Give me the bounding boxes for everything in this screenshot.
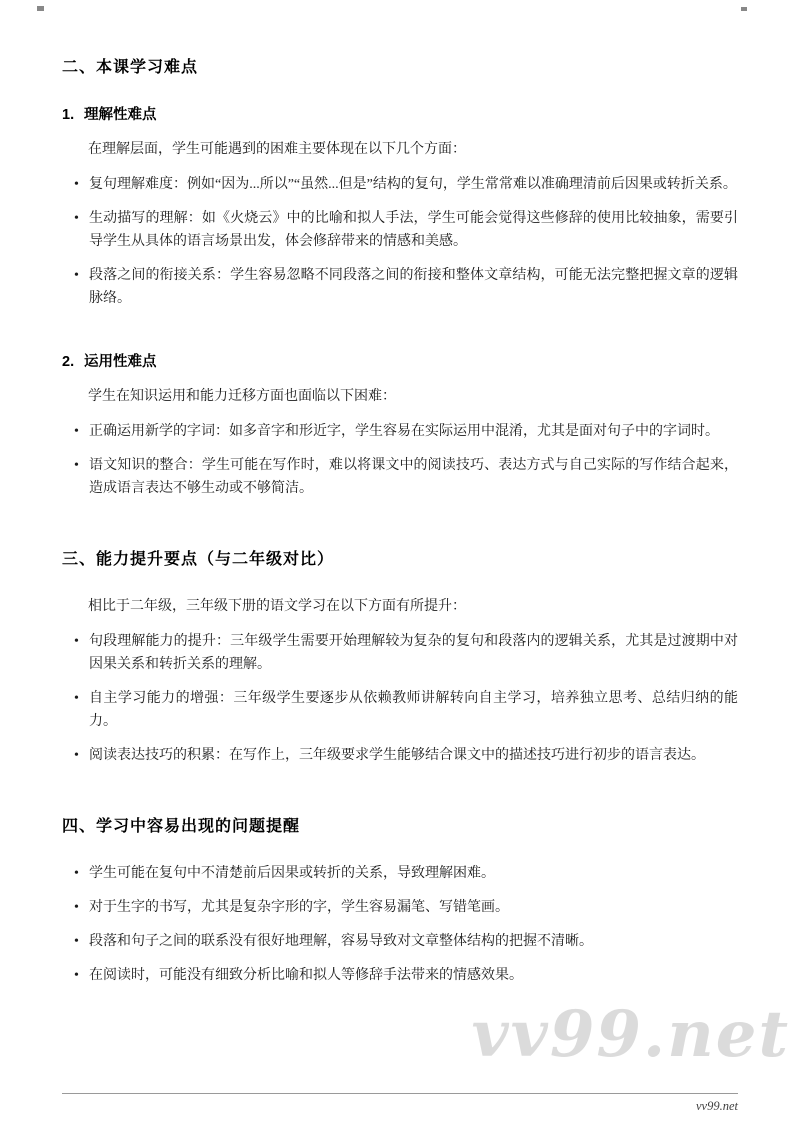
bullet-marker: • <box>74 748 79 763</box>
bullet-text: 正确运用新学的字词：如多音字和形近字，学生容易在实际运用中混淆，尤其是面对句子中的字词时。 <box>89 424 719 439</box>
list-item <box>74 687 738 733</box>
bullet-text: 句段理解能力的提升：三年级学生需要开始理解较为复杂的复句和段落内的逻辑关系，尤其是过渡期中对因果关系和转折关系的理解。 <box>89 634 738 672</box>
list-item <box>74 420 738 443</box>
paragraph: 在理解层面，学生可能遇到的困难主要体现在以下几个方面： <box>88 142 466 157</box>
section-common-problems <box>62 813 738 987</box>
subsection-heading <box>62 350 738 371</box>
list-item <box>74 630 738 676</box>
bullet-text: 语文知识的整合：学生可能在写作时，难以将课文中的阅读技巧、表达方式与自己实际的写作结合起来，造成语言表达不够生动或不够简洁。 <box>89 458 738 496</box>
scan-artifact-top-left <box>37 6 44 11</box>
page-footer <box>62 1093 738 1114</box>
section-ability-improvement <box>62 546 738 767</box>
list-item <box>74 964 738 987</box>
bullet-text: 段落和句子之间的联系没有很好地理解，容易导致对文章整体结构的把握不清晰。 <box>89 934 593 949</box>
list-item <box>74 862 738 885</box>
scan-artifact-top-right <box>741 7 747 11</box>
bullet-marker: • <box>74 900 79 915</box>
bullet-text: 学生可能在复句中不清楚前后因果或转折的关系，导致理解困难。 <box>89 866 495 881</box>
list-item <box>74 454 738 500</box>
subsection-heading <box>62 103 738 124</box>
bullet-text: 对于生字的书写，尤其是复杂字形的字，学生容易漏笔、写错笔画。 <box>89 900 509 915</box>
watermark: vv99.net <box>471 997 790 1072</box>
bullet-text: 段落之间的衔接关系：学生容易忽略不同段落之间的衔接和整体文章结构，可能无法完整把握文章的逻辑脉络。 <box>89 268 738 306</box>
bullet-marker: • <box>74 866 79 881</box>
section-heading: 三、能力提升要点（与二年级对比） <box>62 551 335 568</box>
subsection-number: 2. <box>62 354 75 370</box>
section-heading: 二、本课学习难点 <box>62 59 199 76</box>
bullet-marker: • <box>74 424 79 439</box>
list-item <box>74 930 738 953</box>
bullet-marker: • <box>74 968 79 983</box>
bullet-text: 在阅读时，可能没有细致分析比喻和拟人等修辞手法带来的情感效果。 <box>89 968 523 983</box>
paragraph: 相比于二年级，三年级下册的语文学习在以下方面有所提升： <box>88 599 466 614</box>
bullet-marker: • <box>74 934 79 949</box>
bullet-marker: • <box>74 177 79 192</box>
bullet-text: 复句理解难度：例如“因为...所以”“虽然...但是”结构的复句，学生常常难以准确理清前后因果或转折关系。 <box>89 177 737 192</box>
bullet-marker: • <box>74 634 79 649</box>
list-item <box>74 264 738 310</box>
list-item <box>74 896 738 919</box>
bullet-marker: • <box>74 268 79 283</box>
bullet-marker: • <box>74 458 79 473</box>
list-item <box>74 207 738 253</box>
subsection-title: 运用性难点 <box>84 354 157 370</box>
bullet-text: 生动描写的理解：如《火烧云》中的比喻和拟人手法，学生可能会觉得这些修辞的使用比较抽象，需要引导学生从具体的语言场景出发，体会修辞带来的情感和美感。 <box>89 211 738 249</box>
section-learning-difficulties <box>62 54 738 500</box>
list-item <box>74 744 738 767</box>
bullet-marker: • <box>74 691 79 706</box>
bullet-text: 阅读表达技巧的积累：在写作上，三年级要求学生能够结合课文中的描述技巧进行初步的语言表达。 <box>89 748 705 763</box>
subsection-number: 1. <box>62 107 75 123</box>
paragraph: 学生在知识运用和能力迁移方面也面临以下困难： <box>88 389 396 404</box>
list-item <box>74 173 738 196</box>
footer-site-text: vv99.net <box>696 1099 738 1113</box>
bullet-text: 自主学习能力的增强：三年级学生要逐步从依赖教师讲解转向自主学习，培养独立思考、总结归纳的能力。 <box>89 691 738 729</box>
subsection-title: 理解性难点 <box>84 107 157 123</box>
bullet-marker: • <box>74 211 79 226</box>
section-heading: 四、学习中容易出现的问题提醒 <box>62 818 301 835</box>
